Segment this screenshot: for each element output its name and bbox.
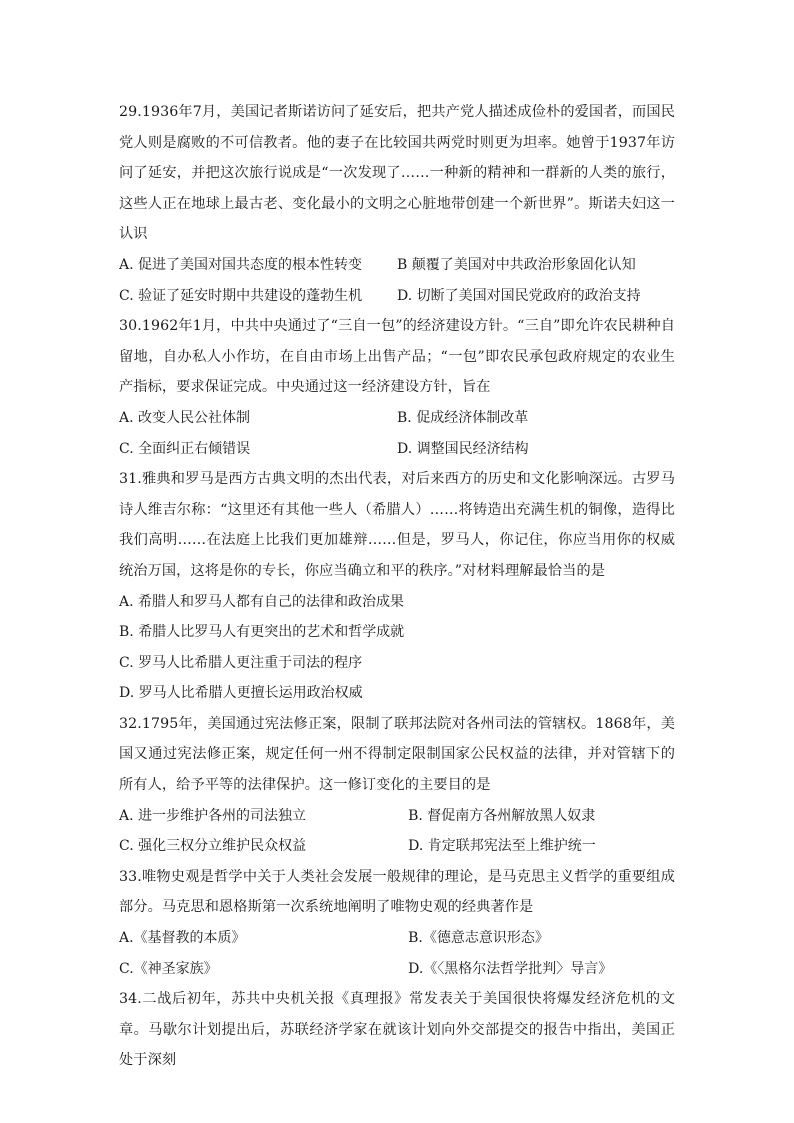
option-a[interactable]: A. 希腊人和罗马人都有自己的法律和政治成果 bbox=[119, 593, 405, 610]
option-a[interactable]: A.《基督教的本质》 bbox=[119, 930, 246, 947]
option-b[interactable]: B. 督促南方各州解放黑人奴隶 bbox=[408, 807, 596, 824]
option-c[interactable]: C. 强化三权分立维护民众权益 bbox=[119, 838, 307, 855]
option-d[interactable]: D. 肯定联邦宪法至上维护统一 bbox=[408, 838, 596, 855]
question-stem: 29.1936年7月，美国记者斯诺访问了延安后，把共产党人描述成俭朴的爱国者，而国民党人则是腐败的不可信教者。他的妻子在比较国共两党时则更为坦率。她曾于1937年访问了延安，并把这次旅行说成是“一次发现了……一种新的精神和一群新的人类的旅行，这些人正在地球上最古老、变化最小的文明之心脏地带创建一个新世界”。斯诺夫妇这一认识 bbox=[119, 104, 675, 243]
option-b[interactable]: B. 促成经济体制改革 bbox=[397, 409, 529, 426]
question-stem: 34.二战后初年，苏共中央机关报《真理报》常发表关于美国很快将爆发经济危机的文章。马歇尔计划提出后，苏联经济学家在就该计划向外交部提交的报告中指出，美国正处于深刻 bbox=[119, 991, 675, 1069]
option-b[interactable]: B. 希腊人比罗马人有更突出的艺术和哲学成就 bbox=[119, 624, 405, 641]
question-29 bbox=[119, 97, 675, 311]
question-31 bbox=[119, 464, 675, 709]
option-a[interactable]: A. 改变人民公社体制 bbox=[119, 409, 251, 426]
option-d[interactable]: D. 罗马人比希腊人更擅长运用政治权威 bbox=[119, 685, 363, 702]
option-d[interactable]: D. 调整国民经济结构 bbox=[397, 440, 529, 457]
question-30 bbox=[119, 311, 675, 464]
option-a[interactable]: A. 促进了美国对国共态度的根本性转变 bbox=[119, 256, 363, 273]
option-c[interactable]: C. 罗马人比希腊人更注重于司法的程序 bbox=[119, 654, 363, 671]
option-c[interactable]: C.《神圣家族》 bbox=[119, 960, 218, 977]
option-a[interactable]: A. 进一步维护各州的司法独立 bbox=[119, 807, 307, 824]
option-group bbox=[119, 923, 675, 984]
question-stem: 33.唯物史观是哲学中关于人类社会发展一般规律的理论，是马克思主义哲学的重要组成部分。马克思和恩格斯第一次系统地阐明了唯物史观的经典著作是 bbox=[119, 868, 675, 916]
question-stem: 30.1962年1月，中共中央通过了“三自一包”的经济建设方针。“三自”即允许农民耕种自留地，自办私人小作坊，在自由市场上出售产品；“一包”即农民承包政府规定的农业生产指标，要求保证完成。中央通过这一经济建设方针，旨在 bbox=[119, 318, 675, 396]
option-d[interactable]: D. 切断了美国对国民党政府的政治支持 bbox=[397, 287, 641, 304]
option-d[interactable]: D.《〈黑格尔法哲学批判〉导言》 bbox=[408, 960, 613, 977]
option-b[interactable]: B.《德意志意识形态》 bbox=[408, 930, 549, 947]
option-group bbox=[119, 250, 675, 311]
option-c[interactable]: C. 全面纠正右倾错误 bbox=[119, 440, 251, 457]
option-group bbox=[119, 403, 675, 464]
option-group bbox=[119, 801, 675, 862]
exam-page bbox=[119, 97, 675, 1076]
question-32 bbox=[119, 709, 675, 862]
option-b[interactable]: B 颠覆了美国对中共政治形象固化认知 bbox=[397, 256, 636, 273]
question-34 bbox=[119, 984, 675, 1076]
option-c[interactable]: C. 验证了延安时期中共建设的蓬勃生机 bbox=[119, 287, 363, 304]
question-stem: 32.1795年，美国通过宪法修正案，限制了联邦法院对各州司法的管辖权。1868年，美国又通过宪法修正案，规定任何一州不得制定限制国家公民权益的法律，并对管辖下的所有人，给予平等的法律保护。这一修订变化的主要目的是 bbox=[119, 715, 675, 794]
question-stem: 31.雅典和罗马是西方古典文明的杰出代表，对后来西方的历史和文化影响深远。古罗马诗人维吉尔称：“这里还有其他一些人（希腊人）……将铸造出充满生机的铜像，造得比我们高明……在法庭上比我们更加雄辩……但是，罗马人，你记住，你应当用你的权威统治万国，这将是你的专长，你应当确立和平的秩序。”对材料理解最恰当的是 bbox=[119, 471, 675, 579]
option-group bbox=[119, 587, 675, 709]
question-33 bbox=[119, 862, 675, 984]
